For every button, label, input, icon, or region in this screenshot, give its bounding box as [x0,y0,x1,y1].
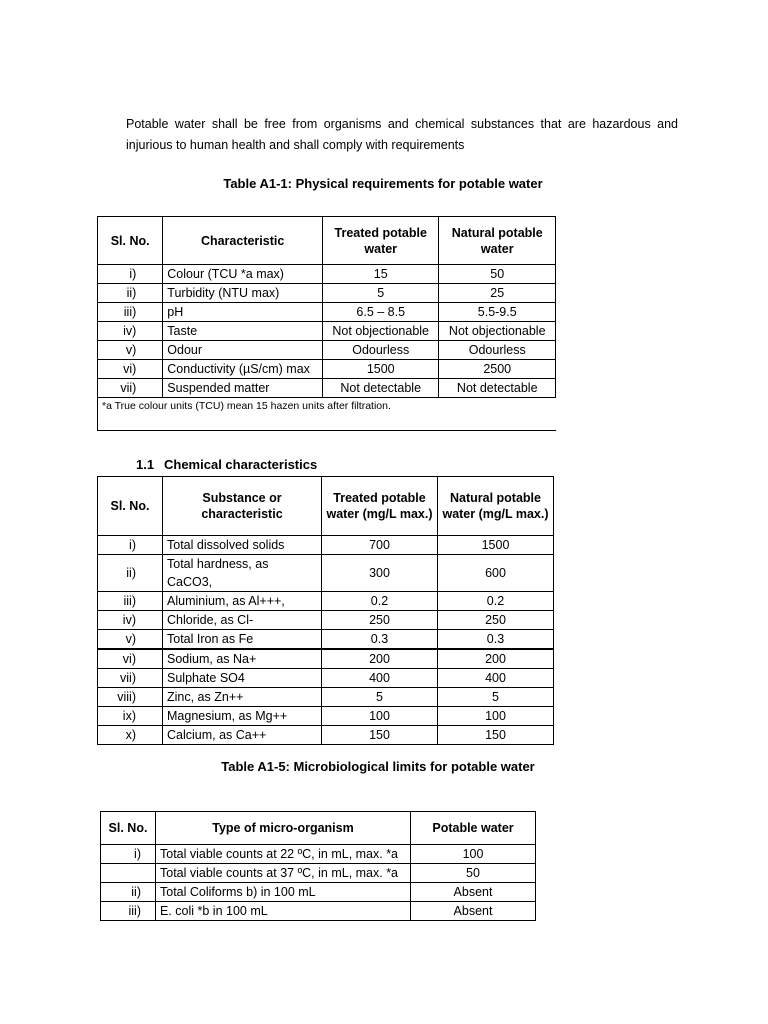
cell-substance: Zinc, as Zn++ [163,688,322,707]
table-row [98,592,554,611]
cell-treated: 300 [322,555,438,592]
header-natural: Natural potable water (mg/L max.) [438,477,554,536]
table1-caption-text: Table A1-1: Physical requirements for potable water [223,176,543,191]
cell-no: vi) [98,360,163,379]
header-potable-water: Potable water [411,812,536,845]
cell-characteristic: pH [163,303,323,322]
table-row [98,536,554,555]
table-row [98,379,556,398]
intro-paragraph: Potable water shall be free from organisms and chemical substances that are hazardous and injurious to human health and shall comply with requirements [126,117,678,152]
cell-treated: 5 [322,688,438,707]
cell-natural: 50 [439,265,556,284]
cell-treated: 200 [322,649,438,669]
cell-substance: Sodium, as Na+ [163,649,322,669]
header-sl-no: Sl. No. [98,477,163,536]
cell-substance: Total Iron as Fe [163,630,322,650]
cell-no: x) [98,726,163,745]
physical-requirements-table [97,216,556,431]
cell-characteristic: Odour [163,341,323,360]
cell-natural: 150 [438,726,554,745]
cell-type: Total Coliforms b) in 100 mL [156,883,411,902]
header-characteristic: Characteristic [163,217,323,265]
cell-natural: 2500 [439,360,556,379]
cell-natural: 1500 [438,536,554,555]
table-row [101,845,536,864]
cell-natural: 250 [438,611,554,630]
table-row [101,902,536,921]
cell-no: ii) [101,883,156,902]
section-number: 1.1 [136,457,155,472]
cell-characteristic: Taste [163,322,323,341]
table-row [98,649,554,669]
section-title: Chemical characteristics [164,457,318,472]
table-row [101,864,536,883]
cell-natural: 0.3 [438,630,554,650]
cell-characteristic: Conductivity (µS/cm) max [163,360,323,379]
cell-no: vi) [98,649,163,669]
cell-no: iv) [98,322,163,341]
cell-value: 50 [411,864,536,883]
cell-natural: 5 [438,688,554,707]
table3-caption-text: Table A1-5: Microbiological limits for potable water [221,759,535,774]
cell-natural: 25 [439,284,556,303]
cell-treated: Not detectable [322,379,439,398]
cell-no: i) [101,845,156,864]
cell-value: Absent [411,883,536,902]
chemical-characteristics-table [97,476,554,745]
cell-no: i) [98,265,163,284]
cell-value: Absent [411,902,536,921]
cell-treated: 150 [322,726,438,745]
cell-no: ix) [98,707,163,726]
cell-treated: 400 [322,669,438,688]
cell-no: i) [98,536,163,555]
cell-type: Total viable counts at 22 ºC, in mL, max. *a [156,845,411,864]
cell-substance: Total dissolved solids [163,536,322,555]
cell-type: Total viable counts at 37 ºC, in mL, max. *a [156,864,411,883]
cell-type: E. coli *b in 100 mL [156,902,411,921]
cell-no [101,864,156,883]
cell-no: iii) [98,592,163,611]
table-row [98,555,554,592]
cell-no: vii) [98,669,163,688]
table-header-row [101,812,536,845]
cell-natural: 200 [438,649,554,669]
cell-natural: 400 [438,669,554,688]
cell-treated: 700 [322,536,438,555]
cell-substance: Calcium, as Ca++ [163,726,322,745]
cell-natural: 600 [438,555,554,592]
cell-characteristic: Turbidity (NTU max) [163,284,323,303]
footnote-row [98,398,556,431]
cell-natural: 100 [438,707,554,726]
table1-footnote: *a True colour units (TCU) mean 15 hazen units after filtration. [98,398,556,431]
header-treated: Treated potable water (mg/L max.) [322,477,438,536]
cell-substance: Sulphate SO4 [163,669,322,688]
header-micro-organism: Type of micro-organism [156,812,411,845]
table-row [98,322,556,341]
table-row [98,707,554,726]
cell-no: vii) [98,379,163,398]
cell-substance: Magnesium, as Mg++ [163,707,322,726]
cell-substance: Total hardness, as CaCO3, [163,555,322,592]
cell-natural: Odourless [439,341,556,360]
table3-caption [0,759,768,774]
table-header-row [98,477,554,536]
cell-no: v) [98,341,163,360]
cell-treated: Not objectionable [322,322,439,341]
cell-value: 100 [411,845,536,864]
cell-no: viii) [98,688,163,707]
cell-no: iii) [101,902,156,921]
header-natural: Natural potable water [439,217,556,265]
cell-treated: 100 [322,707,438,726]
table-row [101,883,536,902]
cell-natural: Not objectionable [439,322,556,341]
cell-no: v) [98,630,163,650]
cell-no: iii) [98,303,163,322]
table-row [98,360,556,379]
cell-treated: 250 [322,611,438,630]
cell-treated: 15 [322,265,439,284]
cell-natural: Not detectable [439,379,556,398]
table-row [98,611,554,630]
cell-no: ii) [98,284,163,303]
cell-treated: 5 [322,284,439,303]
cell-no: iv) [98,611,163,630]
cell-no: ii) [98,555,163,592]
header-sl-no: Sl. No. [101,812,156,845]
table-row [98,669,554,688]
table-row [98,265,556,284]
cell-natural: 0.2 [438,592,554,611]
table-row [98,726,554,745]
microbiological-limits-table [100,811,536,921]
cell-characteristic: Colour (TCU *a max) [163,265,323,284]
cell-natural: 5.5-9.5 [439,303,556,322]
section-heading [136,457,317,472]
header-treated: Treated potable water [322,217,439,265]
table-row [98,303,556,322]
table-row [98,688,554,707]
cell-treated: 6.5 – 8.5 [322,303,439,322]
cell-treated: 0.3 [322,630,438,650]
table1-caption [0,176,768,191]
cell-substance: Chloride, as Cl- [163,611,322,630]
table-row [98,341,556,360]
table-row [98,284,556,303]
table-row [98,630,554,650]
cell-substance: Aluminium, as Al+++, [163,592,322,611]
cell-treated: 0.2 [322,592,438,611]
cell-treated: Odourless [322,341,439,360]
cell-treated: 1500 [322,360,439,379]
cell-characteristic: Suspended matter [163,379,323,398]
table-header-row [98,217,556,265]
header-substance: Substance or characteristic [163,477,322,536]
header-sl-no: Sl. No. [98,217,163,265]
